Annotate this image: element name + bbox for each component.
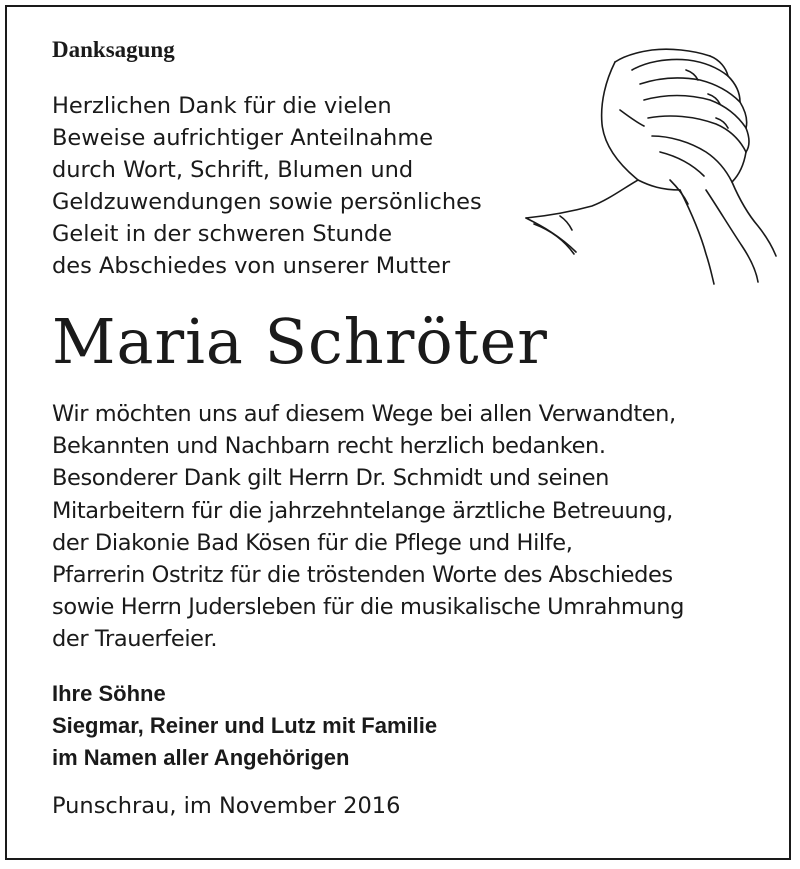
body-line: Mitarbeitern für die jahrzehntelange ärztliche Betreuung, xyxy=(52,497,673,524)
intro-line: des Abschiedes von unserer Mutter xyxy=(52,253,451,279)
deceased-name: Maria Schröter xyxy=(52,305,548,378)
body-text xyxy=(52,398,752,656)
signature-line: Ihre Söhne xyxy=(52,680,166,706)
notice-content xyxy=(52,34,752,822)
intro-line: Herzlichen Dank für die vielen xyxy=(52,93,392,119)
intro-line: Geldzuwendungen sowie persönliches xyxy=(52,189,482,215)
body-line: der Diakonie Bad Kösen für die Pflege und Hilfe, xyxy=(52,529,573,556)
intro-line: Geleit in der schweren Stunde xyxy=(52,221,393,247)
place-date: Punschrau, im November 2016 xyxy=(52,792,401,819)
body-line: Wir möchten uns auf diesem Wege bei allen Verwandten, xyxy=(52,401,676,427)
signature-line: im Namen aller Angehörigen xyxy=(52,744,350,770)
intro-line: Beweise aufrichtiger Anteilnahme xyxy=(52,125,434,151)
body-line: Pfarrerin Ostritz für die tröstenden Worte des Abschiedes xyxy=(52,562,673,589)
body-line: sowie Herrn Judersleben für die musikalische Umrahmung xyxy=(52,594,684,621)
body-line: der Trauerfeier. xyxy=(52,626,218,653)
signature-block xyxy=(52,678,752,774)
body-line: Bekannten und Nachbarn recht herzlich bedanken. xyxy=(52,433,606,460)
intro-text xyxy=(52,90,752,282)
signature-line: Siegmar, Reiner und Lutz mit Familie xyxy=(52,712,438,738)
notice-heading: Danksagung xyxy=(52,37,175,62)
body-line: Besonderer Dank gilt Herrn Dr. Schmidt und seinen xyxy=(52,465,610,492)
intro-line: durch Wort, Schrift, Blumen und xyxy=(52,157,414,183)
